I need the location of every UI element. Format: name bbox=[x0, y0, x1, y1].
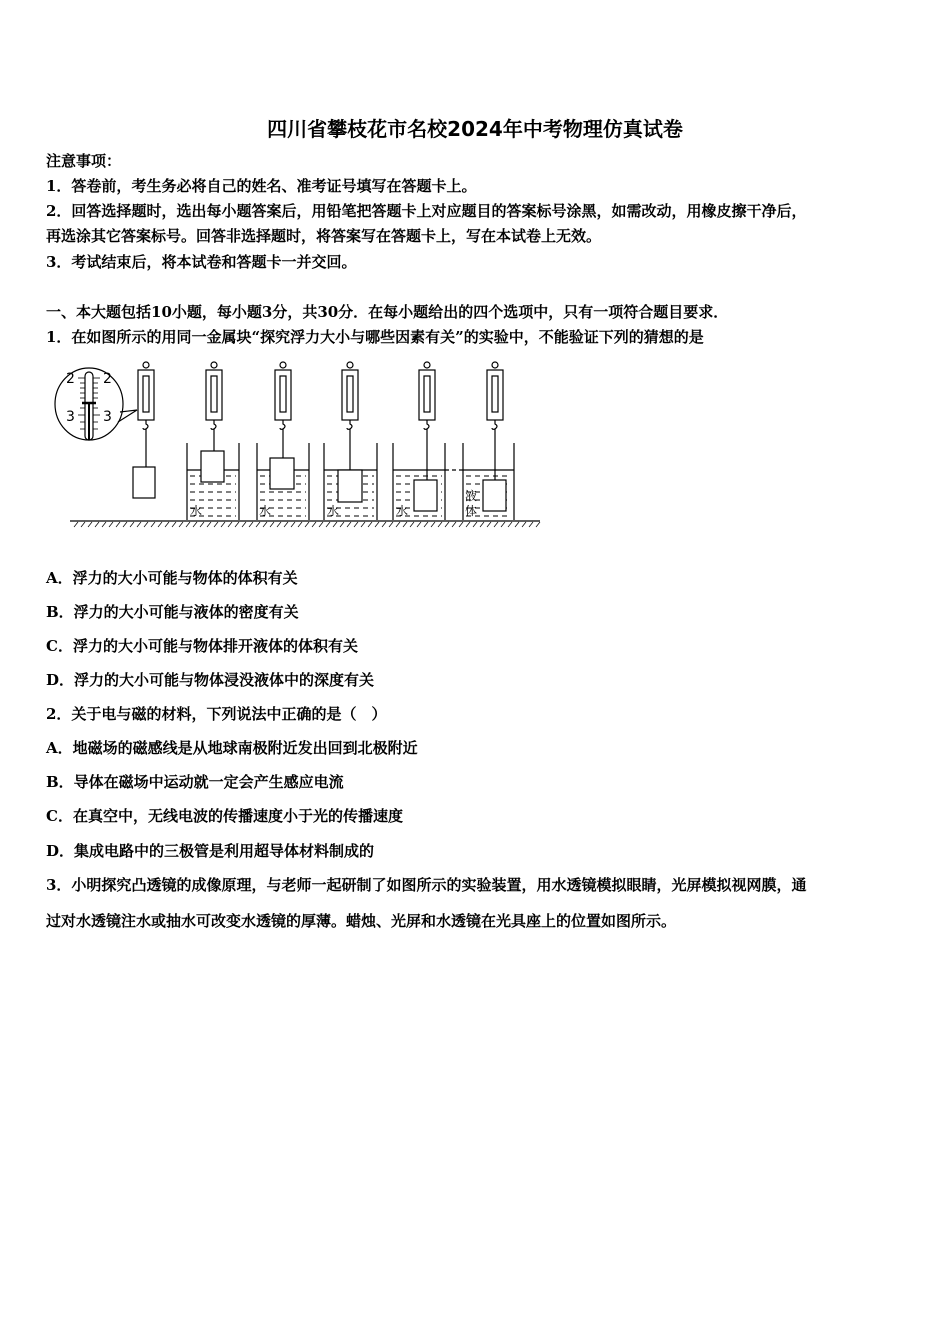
q2-option-c: C．在真空中，无线电波的传播速度小于光的传播速度 bbox=[46, 807, 403, 825]
note-line: 3．考试结束后，将本试卷和答题卡一并交回。 bbox=[46, 253, 357, 271]
metal-block bbox=[201, 451, 224, 482]
note-line: 2．回答选择题时，选出每小题答案后，用铅笔把答题卡上对应题目的答案标号涂黑，如需改动，用橡皮擦干净后， bbox=[46, 202, 807, 220]
ground bbox=[70, 521, 540, 527]
liquid-label: 液 bbox=[465, 489, 478, 503]
question-2-stem: 2．关于电与磁的材料，下列说法中正确的是（ ） bbox=[46, 705, 387, 723]
metal-block bbox=[483, 480, 506, 511]
note-line: 1．答卷前，考生务必将自己的姓名、准考证号填写在答题卡上。 bbox=[46, 177, 477, 195]
q1-option-c: C．浮力的大小可能与物体排开液体的体积有关 bbox=[46, 637, 358, 655]
spring-scale bbox=[342, 362, 358, 429]
page-title: 四川省攀枝花市名校2024年中考物理仿真试卷 bbox=[267, 117, 683, 141]
water-label: 水 bbox=[327, 504, 340, 518]
buoyancy-experiment-figure bbox=[40, 350, 550, 530]
q2-option-a: A．地磁场的磁感线是从地球南极附近发出回到北极附近 bbox=[46, 739, 418, 757]
metal-block bbox=[338, 470, 362, 502]
spring-scale bbox=[487, 362, 503, 429]
spring-scale bbox=[419, 362, 435, 429]
q2-option-b: B．导体在磁场中运动就一定会产生感应电流 bbox=[46, 773, 344, 791]
metal-block bbox=[414, 480, 437, 511]
question-1-stem: 1．在如图所示的用同一金属块“探究浮力大小与哪些因素有关”的实验中，不能验证下列的猜想的是 bbox=[46, 328, 704, 346]
q1-option-b: B．浮力的大小可能与液体的密度有关 bbox=[46, 603, 299, 621]
q2-option-d: D．集成电路中的三极管是利用超导体材料制成的 bbox=[46, 842, 375, 860]
q1-option-d: D．浮力的大小可能与物体浸没液体中的深度有关 bbox=[46, 671, 375, 689]
water-label: 水 bbox=[190, 504, 203, 518]
metal-block bbox=[270, 458, 294, 489]
scale-label: 2 bbox=[103, 371, 112, 387]
water-label: 水 bbox=[396, 504, 409, 518]
section-heading: 一、本大题包括10小题，每小题3分，共30分．在每小题给出的四个选项中，只有一项符合题目要求． bbox=[46, 303, 729, 321]
magnifier-callout bbox=[55, 368, 137, 440]
spring-scale bbox=[138, 362, 154, 429]
note-line: 再选涂其它答案标号。回答非选择题时，将答案写在答题卡上，写在本试卷上无效。 bbox=[46, 227, 602, 245]
question-3-stem: 过对水透镜注水或抽水可改变水透镜的厚薄。蜡烛、光屏和水透镜在光具座上的位置如图所示。 bbox=[46, 912, 677, 930]
scale-label: 2 bbox=[66, 371, 75, 387]
spring-scale bbox=[275, 362, 291, 429]
scale-label: 3 bbox=[103, 409, 112, 425]
metal-block bbox=[133, 467, 155, 498]
q1-option-a: A．浮力的大小可能与物体的体积有关 bbox=[46, 569, 298, 587]
notes-heading: 注意事项： bbox=[46, 152, 122, 170]
question-3-stem: 3．小明探究凸透镜的成像原理，与老师一起研制了如图所示的实验装置，用水透镜模拟眼睛，光屏模拟视网膜，通 bbox=[46, 876, 807, 894]
spring-scale bbox=[206, 362, 222, 429]
liquid-label: 体 bbox=[465, 504, 478, 518]
scale-label: 3 bbox=[66, 409, 75, 425]
water-label: 水 bbox=[259, 504, 272, 518]
